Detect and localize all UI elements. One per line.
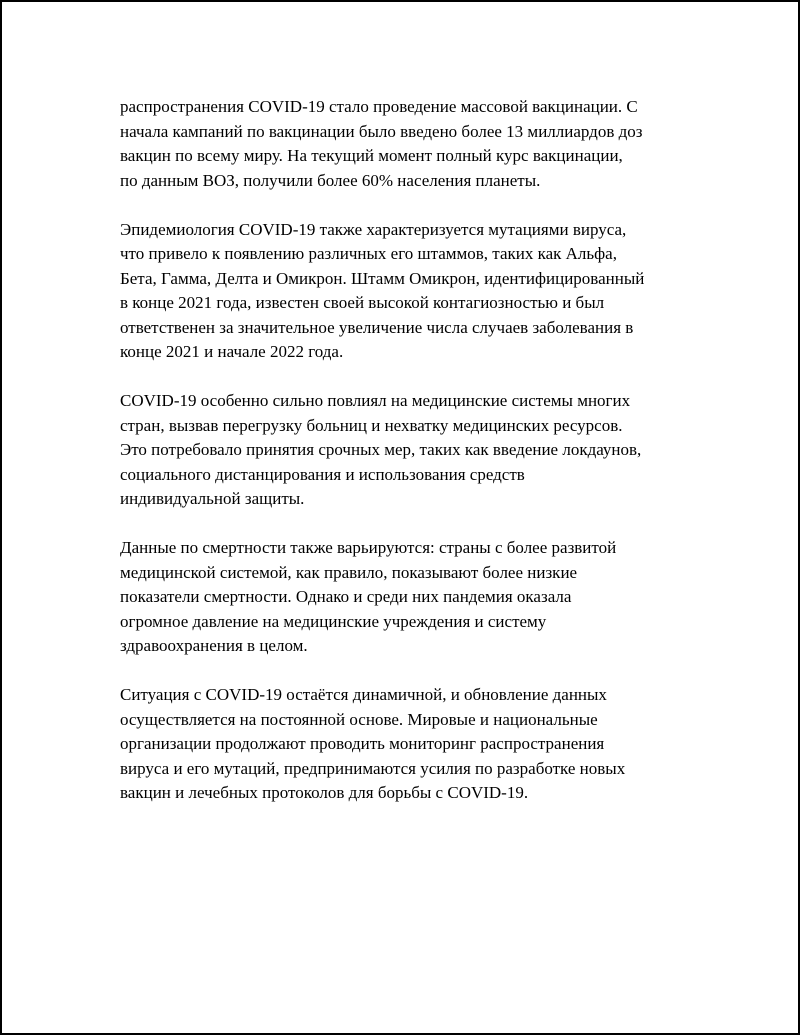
paragraph-mortality [120,536,730,659]
paragraph-epidemiology [120,218,730,365]
text-line: Это потребовало принятия срочных мер, таких как введение локдаунов, [120,440,642,459]
text-line: по данным ВОЗ, получили более 60% населения планеты. [120,170,541,190]
text-line: осуществляется на постоянной основе. Мировые и национальные [120,709,598,729]
text-line: вакцин и лечебных протоколов для борьбы с COVID-19. [120,783,529,802]
text-line: вируса и его мутаций, предпринимаются усилия по разработке новых [120,758,626,778]
text-line: что привело к появлению различных его штаммов, таких как Альфа, [120,244,617,263]
text-line: Эпидемиология COVID-19 также характеризуется мутациями вируса, [120,219,627,239]
paragraph-current-situation [120,683,730,806]
paragraph-healthcare-impact [120,389,730,512]
text-line: вакцин по всему миру. На текущий момент полный курс вакцинации, [120,146,623,165]
text-line: Ситуация с COVID-19 остаётся динамичной, и обновление данных [120,685,607,704]
text-line: показатели смертности. Однако и среди них пандемия оказала [120,587,572,606]
paragraph-vaccination [120,95,730,193]
text-line: конце 2021 и начале 2022 года. [120,342,344,361]
text-line: огромное давление на медицинские учреждения и систему [120,611,547,631]
text-line: организации продолжают проводить мониторинг распространения [120,734,605,753]
text-line: в конце 2021 года, известен своей высокой контагиозностью и был [120,293,605,312]
text-line: Бета, Гамма, Делта и Омикрон. Штамм Омикрон, идентифицированный [120,268,645,288]
text-line: COVID-19 особенно сильно повлиял на медицинские системы многих [120,391,631,410]
document-body [120,95,730,830]
text-line: ответственен за значительное увеличение числа случаев заболевания в [120,317,634,337]
text-line: стран, вызвав перегрузку больниц и нехватку медицинских ресурсов. [120,415,623,435]
text-line: медицинской системой, как правило, показывают более низкие [120,562,578,582]
text-line: индивидуальной защиты. [120,489,305,508]
text-line: здравоохранения в целом. [120,636,308,655]
text-line: социального дистанцирования и использования средств [120,464,525,484]
text-line: Данные по смертности также варьируются: страны с более развитой [120,538,617,557]
text-line: распространения COVID-19 стало проведение массовой вакцинации. С [120,97,638,116]
text-line: начала кампаний по вакцинации было введено более 13 миллиардов доз [120,121,643,141]
